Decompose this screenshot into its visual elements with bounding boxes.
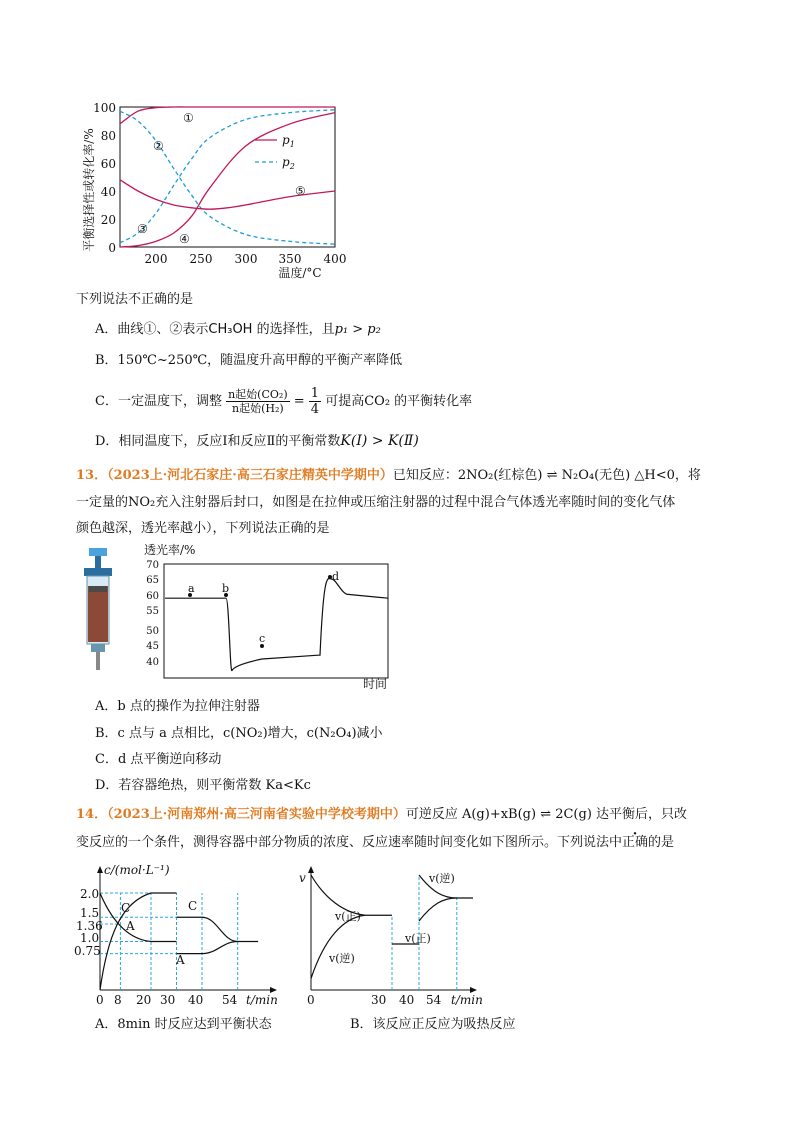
q14-option-a: A．8min 时反应达到平衡状态 (95, 1017, 272, 1032)
q14c-ytick: 1.0 (80, 931, 100, 945)
q12-option-b: B．150℃~250℃，随温度升高甲醇的平衡产率降低 (95, 353, 403, 368)
q13-ytick: 55 (146, 606, 159, 617)
q12-c-post: 可提高CO₂ 的平衡转化率 (325, 394, 473, 409)
q14v-xtick: 0 (307, 993, 315, 1007)
q14-num: 14． (76, 807, 108, 822)
q14c-ytick: 1.5 (80, 906, 100, 920)
fig1-legend-p2: p (282, 155, 290, 169)
q14c-ytick: 0.75 (74, 944, 101, 958)
q14-line2-pre: 变反应的一个条件，测得容器中部分物质的浓度、反应速率随时间变化如下图所示。下列说法中 (76, 835, 623, 850)
q14-line2 (76, 833, 674, 852)
q14-concentration-chart (74, 860, 298, 1008)
q12-c-quarter (309, 386, 321, 417)
q14v-ylabel: v (299, 871, 306, 885)
q14c-ytick: 1.36 (76, 919, 103, 933)
q14c-xtick: 20 (136, 993, 152, 1007)
q12-c-ratio (226, 388, 290, 415)
q12-a-p: p₁ > p₂ (334, 322, 381, 337)
fig1-series-1 (120, 107, 335, 124)
fig1-ytick: 60 (100, 157, 116, 171)
q12-a-pre: A．曲线①、②表示 (95, 322, 209, 337)
q13-label-a: a (188, 582, 195, 595)
q14v-label-ni1: v(逆) (329, 952, 355, 965)
q13-ytick: 45 (146, 641, 159, 652)
fig1-curve-label: ⑤ (295, 184, 306, 198)
q13-ytick: 40 (146, 657, 159, 668)
q14-rate-chart (293, 860, 503, 1008)
q14v-series-zheng-after (419, 898, 457, 921)
q13-ytick: 70 (146, 560, 159, 571)
q13-line2: 一定量的NO₂充入注射器后封口，如图是在拉伸或压缩注射器的过程中混合气体透光率随时间的变化气体 (76, 495, 676, 510)
q14c-ytick: 2.0 (80, 887, 100, 901)
fig1-ytick: 80 (100, 129, 116, 143)
q13-option-c: C．d 点平衡逆向移动 (95, 752, 222, 767)
q12-a-ch3oh: CH₃OH (208, 322, 253, 337)
q13-ytick: 50 (146, 626, 159, 637)
q14v-xtick: 30 (371, 993, 387, 1007)
fig1-xlabel: 温度/°C (278, 266, 322, 280)
q14c-xtick: 40 (188, 993, 204, 1007)
fig1-curve-label: ③ (137, 222, 148, 236)
q14v-label-zheng2: v(正) (405, 932, 431, 945)
q12-c-eq: = (293, 394, 305, 409)
q12-a-mid: 的选择性，且 (252, 322, 335, 337)
fig1-xtick: 350 (278, 252, 302, 266)
q12-c-qnum: 1 (310, 386, 320, 401)
q14c-xtick: 30 (160, 993, 176, 1007)
q14-option-b: B．该反应正反应为吸热反应 (350, 1017, 516, 1032)
fig1-ytick: 0 (108, 241, 116, 255)
fig1-ytick: 20 (100, 213, 116, 227)
q12-c-num: n起始(CO₂) (228, 388, 288, 401)
q12-intro: 下列说法不正确的是 (76, 292, 194, 307)
fig1-chart (75, 95, 375, 285)
q13-num: 13． (76, 468, 108, 483)
q14c-ylabel: c/(mol·L⁻¹) (104, 863, 170, 877)
q14-line2-post: 的是 (648, 835, 675, 850)
q14v-series-ni (311, 915, 365, 978)
fig1-ytick: 100 (93, 101, 116, 115)
q14v-xtick: 54 (426, 993, 442, 1007)
fig1-curve-label: ④ (179, 232, 190, 246)
q14v-xtick: 40 (399, 993, 415, 1007)
fig1-series-3 (120, 110, 335, 243)
fig1-curve-label: ② (153, 139, 164, 153)
q14-line2-emph: 正确 (622, 835, 649, 850)
fig1-xtick: 250 (189, 252, 213, 266)
q14c-label-C: C (188, 899, 198, 913)
q13-option-a: A．b 点的操作为拉伸注射器 (95, 699, 260, 714)
q14c-label-A: A (176, 953, 185, 967)
fig1-series-2 (120, 111, 335, 244)
fig1-xtick: 300 (234, 252, 258, 266)
q12-d-pre: D．相同温度下，反应Ⅰ和反应Ⅱ的平衡常数 (95, 434, 341, 449)
q12-option-c (95, 386, 472, 417)
q13-transmittance-curve (165, 578, 388, 670)
q14-line1 (76, 805, 687, 824)
q14c-xtick: 0 (96, 993, 104, 1007)
q14c-xlabel: t/min (246, 993, 278, 1007)
q14-line1-rest: 可逆反应 A(g)+xB(g) ⇌ 2C(g) 达平衡后，只改 (405, 807, 688, 822)
fig1-legend-p2-sub: 2 (289, 162, 295, 171)
q14c-label-A: A (126, 919, 135, 933)
q13-option-d: D．若容器绝热，则平衡常数 Ka<Kc (95, 778, 311, 793)
q13-label-c: c (259, 632, 266, 645)
q13-line1 (76, 466, 701, 485)
q13-source: （2023上·河北石家庄·高三石家庄精英中学期中） (107, 468, 393, 483)
q14-source: （2023上·河南郑州·高三河南省实验中学校考期中） (107, 807, 406, 822)
fig1-ytick: 40 (100, 185, 116, 199)
fig1-xtick: 200 (144, 252, 168, 266)
q14c-series-A-after (177, 942, 238, 954)
fig1-ylabel: 平衡选择性或转化率/% (82, 128, 96, 252)
q12-c-den: n起始(H₂) (232, 402, 284, 415)
q14v-label-ni2: v(逆) (429, 872, 455, 885)
q13-chart-ylabel: 透光率/% (144, 543, 196, 557)
q14c-xtick: 8 (114, 993, 122, 1007)
q13-label-d: d (332, 570, 340, 583)
fig1-legend-p1: p (282, 133, 290, 147)
q13-ytick: 60 (146, 591, 159, 602)
q12-option-a (95, 320, 381, 339)
q13-label-b: b (222, 582, 230, 595)
q12-c-pre: C．一定温度下，调整 (95, 394, 222, 409)
fig1-xtick: 400 (323, 252, 347, 266)
q13-ytick: 65 (146, 575, 159, 586)
q14c-xtick: 54 (222, 993, 238, 1007)
syringe-illustration (78, 548, 118, 673)
q12-option-d (95, 432, 419, 451)
fig1-legend-p1-sub: 1 (289, 140, 295, 149)
fig1-curve-label: ① (183, 111, 194, 125)
q12-c-qden: 4 (310, 402, 320, 417)
q12-d-formula: K(Ⅰ) > K(Ⅱ) (340, 433, 419, 449)
q14v-label-zheng1: v(正) (335, 910, 361, 923)
q13-option-b: B．c 点与 a 点相比，c(NO₂)增大，c(N₂O₄)减小 (95, 726, 383, 741)
q13-chart-xlabel: 时间 (363, 677, 388, 691)
svg-text:p2 (282, 155, 295, 171)
svg-text:p1 (282, 133, 295, 149)
q14v-xlabel: t/min (451, 993, 483, 1007)
q13-line1-rest: 已知反应：2NO₂(红棕色) ⇌ N₂O₄(无色) △H<0，将 (392, 468, 701, 483)
q14c-series-C-after (177, 917, 259, 941)
q13-chart (128, 538, 398, 693)
q14c-label-C: C (121, 901, 131, 915)
q13-line3: 颜色越深，透光率越小），下列说法正确的是 (76, 521, 330, 536)
